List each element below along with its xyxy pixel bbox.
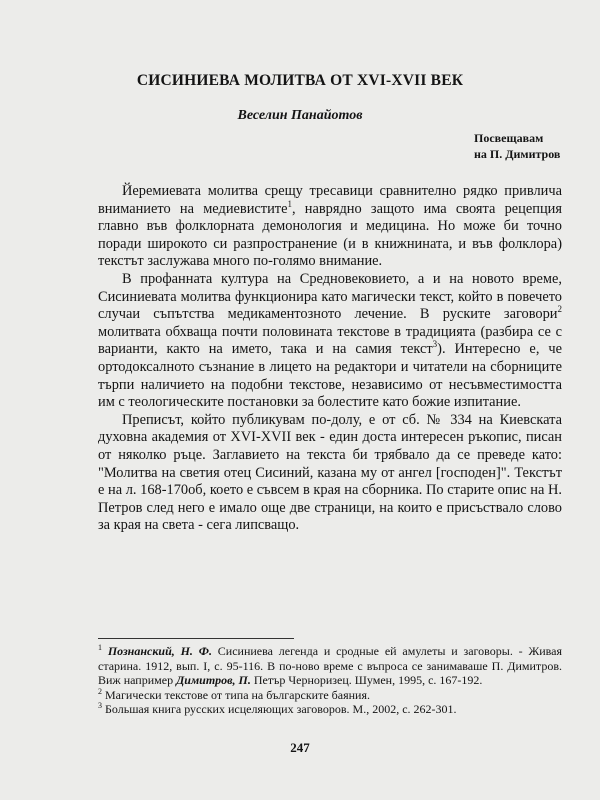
article-title: СИСИНИЕВА МОЛИТВА ОТ XVI-XVII ВЕК bbox=[136, 72, 464, 89]
article-author: Веселин Панайотов bbox=[237, 108, 363, 123]
footnote-1 bbox=[98, 644, 562, 688]
footnote-2-number: 2 bbox=[98, 686, 102, 696]
paragraph-2 bbox=[98, 271, 562, 412]
footnote-ref-2: 2 bbox=[557, 304, 562, 315]
footnote-3-number: 3 bbox=[98, 701, 102, 710]
page-number: 247 bbox=[290, 740, 310, 755]
footnote-3 bbox=[98, 702, 562, 717]
footnote-ref-3: 3 bbox=[432, 339, 438, 350]
paragraph-3: Преписът, който публикувам по-долу, е от сб. № 334 на Киевската духовна академия от XVI-XVII век - един доста интересен ръкопис, писан от няколко ръце. Заглавието на текста би трябвало да се преведе като: "Молитва на светия отец Сисиний, казана му от ангел [господен]". Текстът е на л. 168-170об, което е съвсем в края на сборника. По старите опис на Н. Петров след него е имало още две страници, на които е присъствало слово за края на света - сега липсващо. bbox=[98, 411, 562, 534]
footnote-ref-1: 1 bbox=[287, 198, 292, 209]
footnote-1-number: 1 bbox=[98, 643, 102, 652]
footnotes bbox=[98, 644, 562, 717]
paragraph-1-text-b: , наврядно защото има своята рецепция главно във фолклорната демонология и медицина. Но може би точно поради широкото си разпространение (и в книжнината, и във фолклора) текстът заслужава много по-голямо внимание. bbox=[98, 200, 562, 270]
paragraph-1 bbox=[98, 183, 562, 271]
footnote-1-text-b: Петър Черноризец. Шумен, 1995, с. 167-192. bbox=[250, 673, 483, 687]
dedication bbox=[474, 130, 590, 162]
dedication-line-1: Посвещавам bbox=[474, 131, 544, 145]
footnote-1-author-2: Димитров, П. bbox=[176, 673, 251, 687]
paragraph-2-text-c: ). Интересно е, че ортодоксалното съзнание в лицето на редактори и читатели на сборниците търпи наличието на подобни текстове, независимо от несъвместимостта им с теологическите постановки за болестите като божие изпитание. bbox=[98, 341, 562, 411]
footnote-1-author: Познанский, Н. Ф. bbox=[107, 644, 212, 658]
footnote-divider bbox=[98, 638, 294, 639]
article-body bbox=[98, 183, 562, 535]
paragraph-2-text-b: молитвата обхваща почти половината текстове в традицията (разбира се с варианти, както на името, така и на самия текст bbox=[98, 323, 562, 358]
footnote-2 bbox=[98, 688, 562, 703]
footnote-2-text: Магически текстове от типа на българските баяния. bbox=[102, 687, 370, 702]
footnote-1-text-a: Сисиниева легенда и сродные ей амулеты и заговоры. - Живая старина. 1912, вып. I, с. 95-116. В по-ново време с въпроса се занимаваше П. Димитров. Виж например bbox=[98, 644, 562, 687]
dedication-line-2: на П. Димитров bbox=[474, 147, 561, 161]
paragraph-2-text-a: В профанната култура на Средновековието, а и на новото време, Сисиниевата молитва функционира като магически текст, който в повечето случаи съпътства медикаментозното лечение. В руските заговори bbox=[98, 270, 562, 323]
footnote-3-text: Большая книга русских исцеляющих заговоров. М., 2002, с. 262-301. bbox=[102, 702, 457, 716]
paragraph-1-text-a: Йеремиевата молитва срещу тресавици сравнително рядко привлича вниманието на медиевистите bbox=[98, 183, 562, 217]
